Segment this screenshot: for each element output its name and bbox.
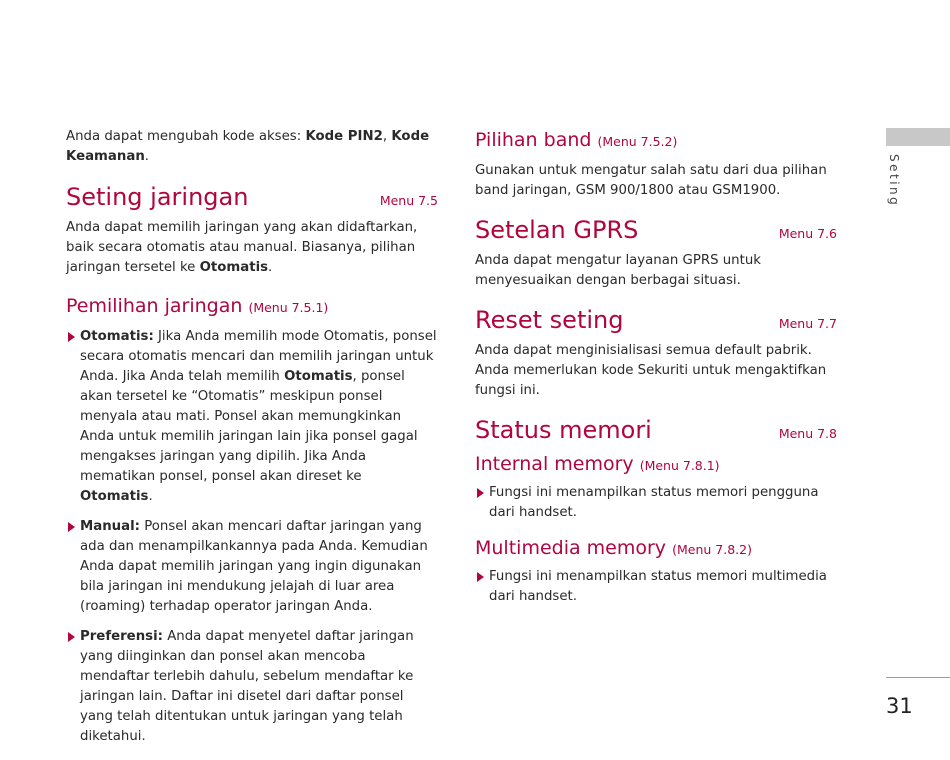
heading-title: Internal memory (475, 453, 634, 475)
bullet-manual (66, 517, 438, 617)
heading-pemilihan-jaringan (66, 293, 438, 321)
heading-pilihan-band (475, 127, 837, 155)
heading-internal-memory (475, 451, 837, 479)
bullet-preferensi (66, 627, 438, 747)
bullet-arrow-icon (68, 522, 75, 532)
bullet-text: Fungsi ini menampilkan status memori multimedia dari handset. (489, 569, 827, 604)
heading-title: Status memori (475, 416, 652, 444)
menu-number: Menu 7.8 (778, 426, 837, 441)
heading-seting-jaringan (66, 182, 438, 212)
bullet-arrow-icon (68, 632, 75, 642)
heading-multimedia-memory (475, 535, 837, 563)
bullet-text: Otomatis: Jika Anda memilih mode Otomatis, ponsel secara otomatis mencari dan memilih jaringan untuk Anda. Jika Anda telah memilih Otomatis, ponsel akan tersetel ke “Otomatis” meskipun ponsel menyala atau mati. Ponsel akan memungkinkan Anda untuk memilih jaringan lain jika ponsel gagal mengakses jaringan yang dipilih. Jika Anda mematikan ponsel, ponsel akan direset ke Otomatis. (80, 329, 437, 504)
bullet-text: Fungsi ini menampilkan status memori pengguna dari handset. (489, 485, 819, 520)
menu-number: (Menu 7.5.2) (597, 134, 678, 149)
seting-jaringan-body: Anda dapat memilih jaringan yang akan didaftarkan, baik secara otomatis atau manual. Biasanya, pilihan jaringan tersetel ke Otomatis. (66, 220, 418, 275)
bullet-arrow-icon (68, 332, 75, 342)
reset-body: Anda dapat menginisialisasi semua default pabrik. Anda memerlukan kode Sekuriti untuk mengaktifkan fungsi ini. (475, 343, 827, 398)
pilihan-band-body: Gunakan untuk mengatur salah satu dari dua pilihan band jaringan, GSM 900/1800 atau GSM1900. (475, 163, 827, 198)
section-tab (886, 128, 950, 146)
left-column (66, 127, 438, 747)
menu-number: (Menu 7.8.2) (672, 542, 752, 557)
menu-number: (Menu 7.5.1) (248, 300, 329, 315)
menu-number: (Menu 7.8.1) (639, 458, 720, 473)
intro-text: Anda dapat mengubah kode akses: Kode PIN2, Kode Keamanan. (66, 129, 430, 164)
heading-title: Setelan GPRS (475, 216, 639, 244)
right-column (475, 127, 837, 607)
heading-setelan-gprs (475, 215, 837, 245)
heading-title: Pilihan band (475, 129, 592, 151)
heading-title: Reset seting (475, 306, 624, 334)
section-label: Seting (887, 154, 901, 208)
heading-title: Seting jaringan (66, 183, 249, 211)
bullet-internal-memory (475, 483, 837, 523)
bullet-otomatis (66, 327, 438, 507)
bullet-arrow-icon (477, 488, 484, 498)
bullet-text: Preferensi: Anda dapat menyetel daftar jaringan yang diinginkan dan ponsel akan mencoba mendaftar terlebih dahulu, sebelum mendaftar ke jaringan lain. Daftar ini disetel dari daftar ponsel yang telah ditentukan untuk jaringan yang telah diketahui. (80, 629, 414, 744)
bullet-text: Manual: Ponsel akan mencari daftar jaringan yang ada dan menampilkankannya pada Anda. Kemudian Anda dapat memilih jaringan yang ingin digunakan bila jaringan ini mendukung jelajah di luar area (roaming) terhadap operator jaringan Anda. (80, 519, 428, 614)
heading-title: Pemilihan jaringan (66, 295, 243, 317)
page-number: 31 (886, 694, 913, 718)
gprs-body: Anda dapat mengatur layanan GPRS untuk menyesuaikan dengan berbagai situasi. (475, 253, 761, 288)
page-divider (886, 677, 950, 678)
heading-status-memori (475, 415, 837, 445)
heading-reset-seting (475, 305, 837, 335)
heading-title: Multimedia memory (475, 537, 667, 559)
menu-number: Menu 7.7 (778, 316, 837, 331)
menu-number: Menu 7.6 (778, 226, 837, 241)
bullet-arrow-icon (477, 572, 484, 582)
menu-number: Menu 7.5 (379, 193, 438, 208)
bullet-multimedia-memory (475, 567, 837, 607)
